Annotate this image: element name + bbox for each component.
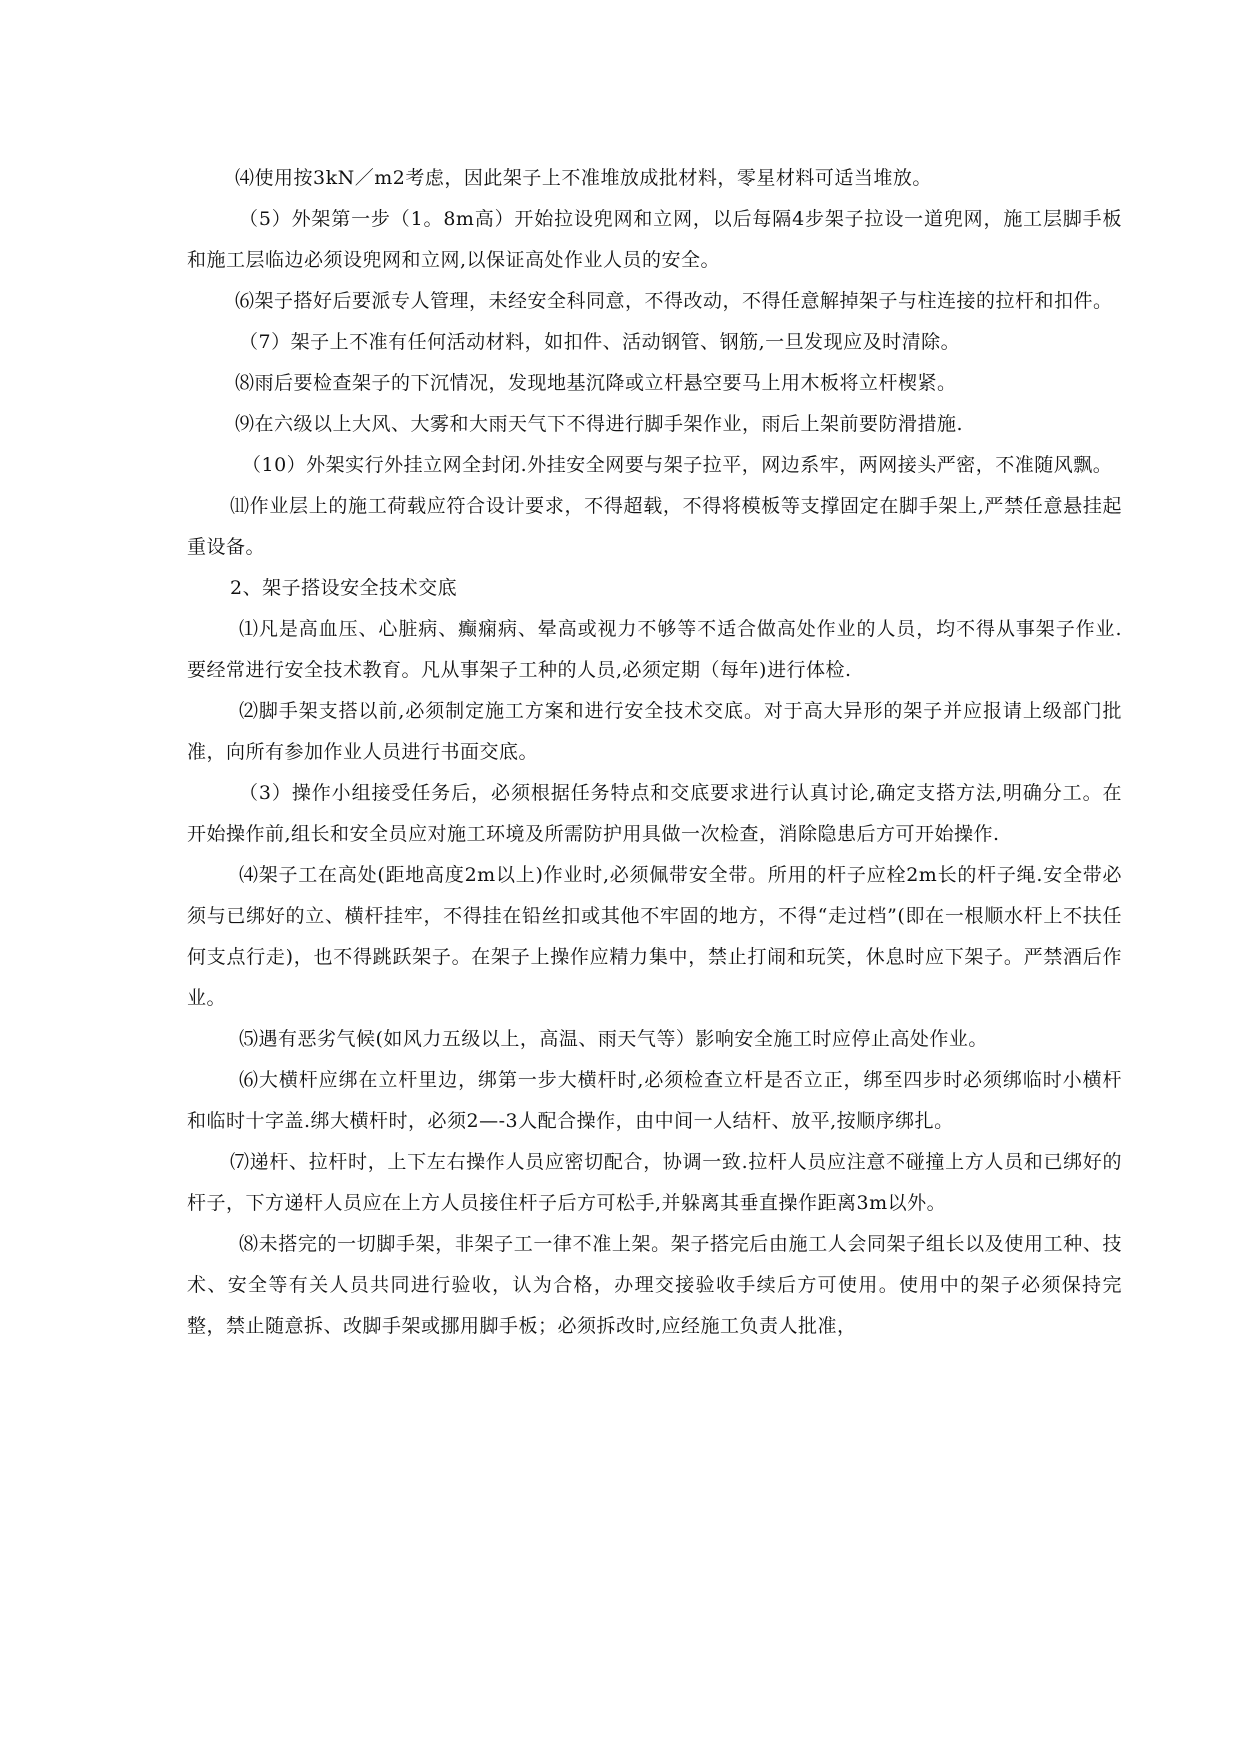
paragraph-10: （10）外架实行外挂立网全封闭.外挂安全网要与架子拉平，网边系牢，两网接头严密，不准随风飘。	[242, 454, 1113, 476]
paragraph-8b: ⑻未搭完的一切脚手架，非架子工一律不准上架。架子搭完后由施工人会同架子组长以及使用工种、技术、安全等有关人员共同进行验收，认为合格，办理交接验收手续后方可使用。使用中的架子必须保持完整，禁止随意拆、改脚手架或挪用脚手板；必须拆改时,应经施工负责人批准，	[187, 1233, 1122, 1337]
paragraph-4: ⑷使用按3kN／m2考虑，因此架子上不准堆放成批材料，零星材料可适当堆放。	[235, 167, 932, 189]
paragraph-9: ⑼在六级以上大风、大雾和大雨天气下不得进行脚手架作业，雨后上架前要防滑措施.	[235, 413, 964, 435]
paragraph-6: ⑹架子搭好后要派专人管理，未经安全科同意，不得改动，不得任意解掉架子与柱连接的拉杆和扣件。	[235, 290, 1113, 312]
paragraph-6b: ⑹大横杆应绑在立杆里边，绑第一步大横杆时,必须检查立杆是否立正，绑至四步时必须绑临时小横杆和临时十字盖.绑大横杆时，必须2—-3人配合操作，由中间一人结杆、放平,按顺序绑扎。	[187, 1069, 1122, 1132]
paragraph-3: （3）操作小组接受任务后，必须根据任务特点和交底要求进行认真讨论,确定支搭方法,明确分工。在开始操作前,组长和安全员应对施工环境及所需防护用具做一次检查，消除隐患后方可开始操作.	[187, 782, 1122, 845]
paragraph-4b: ⑷架子工在高处(距地高度2m以上)作业时,必须佩带安全带。所用的杆子应栓2m长的杆子绳.安全带必须与已绑好的立、横杆挂牢，不得挂在铅丝扣或其他不牢固的地方，不得“走过档”(即在一根顺水杆上不扶任何支点行走)，也不得跳跃架子。在架子上操作应精力集中，禁止打闹和玩笑，休息时应下架子。严禁酒后作业。	[187, 864, 1122, 1009]
paragraph-1: ⑴凡是高血压、心脏病、癫痫病、晕高或视力不够等不适合做高处作业的人员，均不得从事架子作业.要经常进行安全技术教育。凡从事架子工种的人员,必须定期（每年)进行体检.	[187, 618, 1122, 681]
paragraph-5b: ⑸遇有恶劣气候(如风力五级以上，高温、雨天气等）影响安全施工时应停止高处作业。	[239, 1028, 988, 1050]
paragraph-11: ⑾作业层上的施工荷载应符合设计要求，不得超载，不得将模板等支撑固定在脚手架上,严禁任意悬挂起重设备。	[187, 495, 1122, 558]
paragraph-2: ⑵脚手架支搭以前,必须制定施工方案和进行安全技术交底。对于高大异形的架子并应报请上级部门批准，向所有参加作业人员进行书面交底。	[187, 700, 1122, 763]
paragraph-7b: ⑺递杆、拉杆时，上下左右操作人员应密切配合，协调一致.拉杆人员应注意不碰撞上方人员和已绑好的杆子，下方递杆人员应在上方人员接住杆子后方可松手,并躲离其垂直操作距离3m以外。	[187, 1151, 1122, 1214]
paragraph-5: （5）外架第一步（1。8m高）开始拉设兜网和立网，以后每隔4步架子拉设一道兜网，施工层脚手板和施工层临边必须设兜网和立网,以保证高处作业人员的安全。	[187, 208, 1122, 271]
document-body	[187, 158, 1122, 1347]
paragraph-8: ⑻雨后要检查架子的下沉情况，发现地基沉降或立杆悬空要马上用木板将立杆楔紧。	[235, 372, 957, 394]
section-heading: 2、架子搭设安全技术交底	[230, 577, 458, 599]
paragraph-7: （7）架子上不准有任何活动材料，如扣件、活动钢管、钢筋,一旦发现应及时清除。	[239, 331, 961, 353]
